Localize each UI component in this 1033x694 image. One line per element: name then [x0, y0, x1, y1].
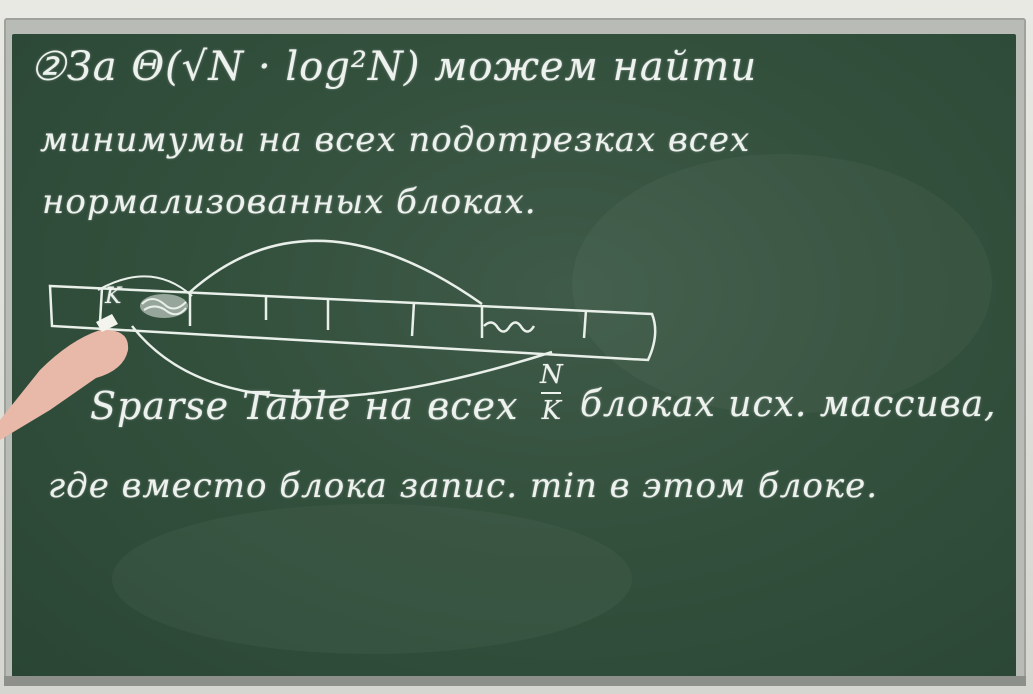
heading-line: ②За Θ(√N · log²N) можем найти [30, 44, 758, 90]
text-line-4 [90, 384, 518, 428]
text-line-5: где вместо блока запис. min в этом блоке. [48, 466, 879, 506]
sparse-table-text: Sparse Table на всех [90, 384, 519, 428]
chalk-scribble [484, 322, 534, 331]
block-separator [412, 302, 414, 336]
fraction-numerator: N [540, 360, 563, 390]
fraction-n-over-k [540, 360, 563, 426]
array-diagram [12, 34, 1016, 678]
array-strip [50, 286, 655, 360]
text-line-2: минимумы на всех подотрезках всех [40, 120, 751, 160]
hand-with-chalk [0, 300, 140, 440]
chalkboard [12, 34, 1016, 678]
fraction-denominator: K [541, 396, 562, 426]
block-size-label: K [105, 284, 123, 309]
text-line-3: нормализованных блоках. [42, 182, 537, 222]
block-separator [584, 310, 586, 338]
text-line-4-suffix: блоках исх. массива, [580, 384, 997, 425]
chalk-tray [4, 676, 1026, 686]
